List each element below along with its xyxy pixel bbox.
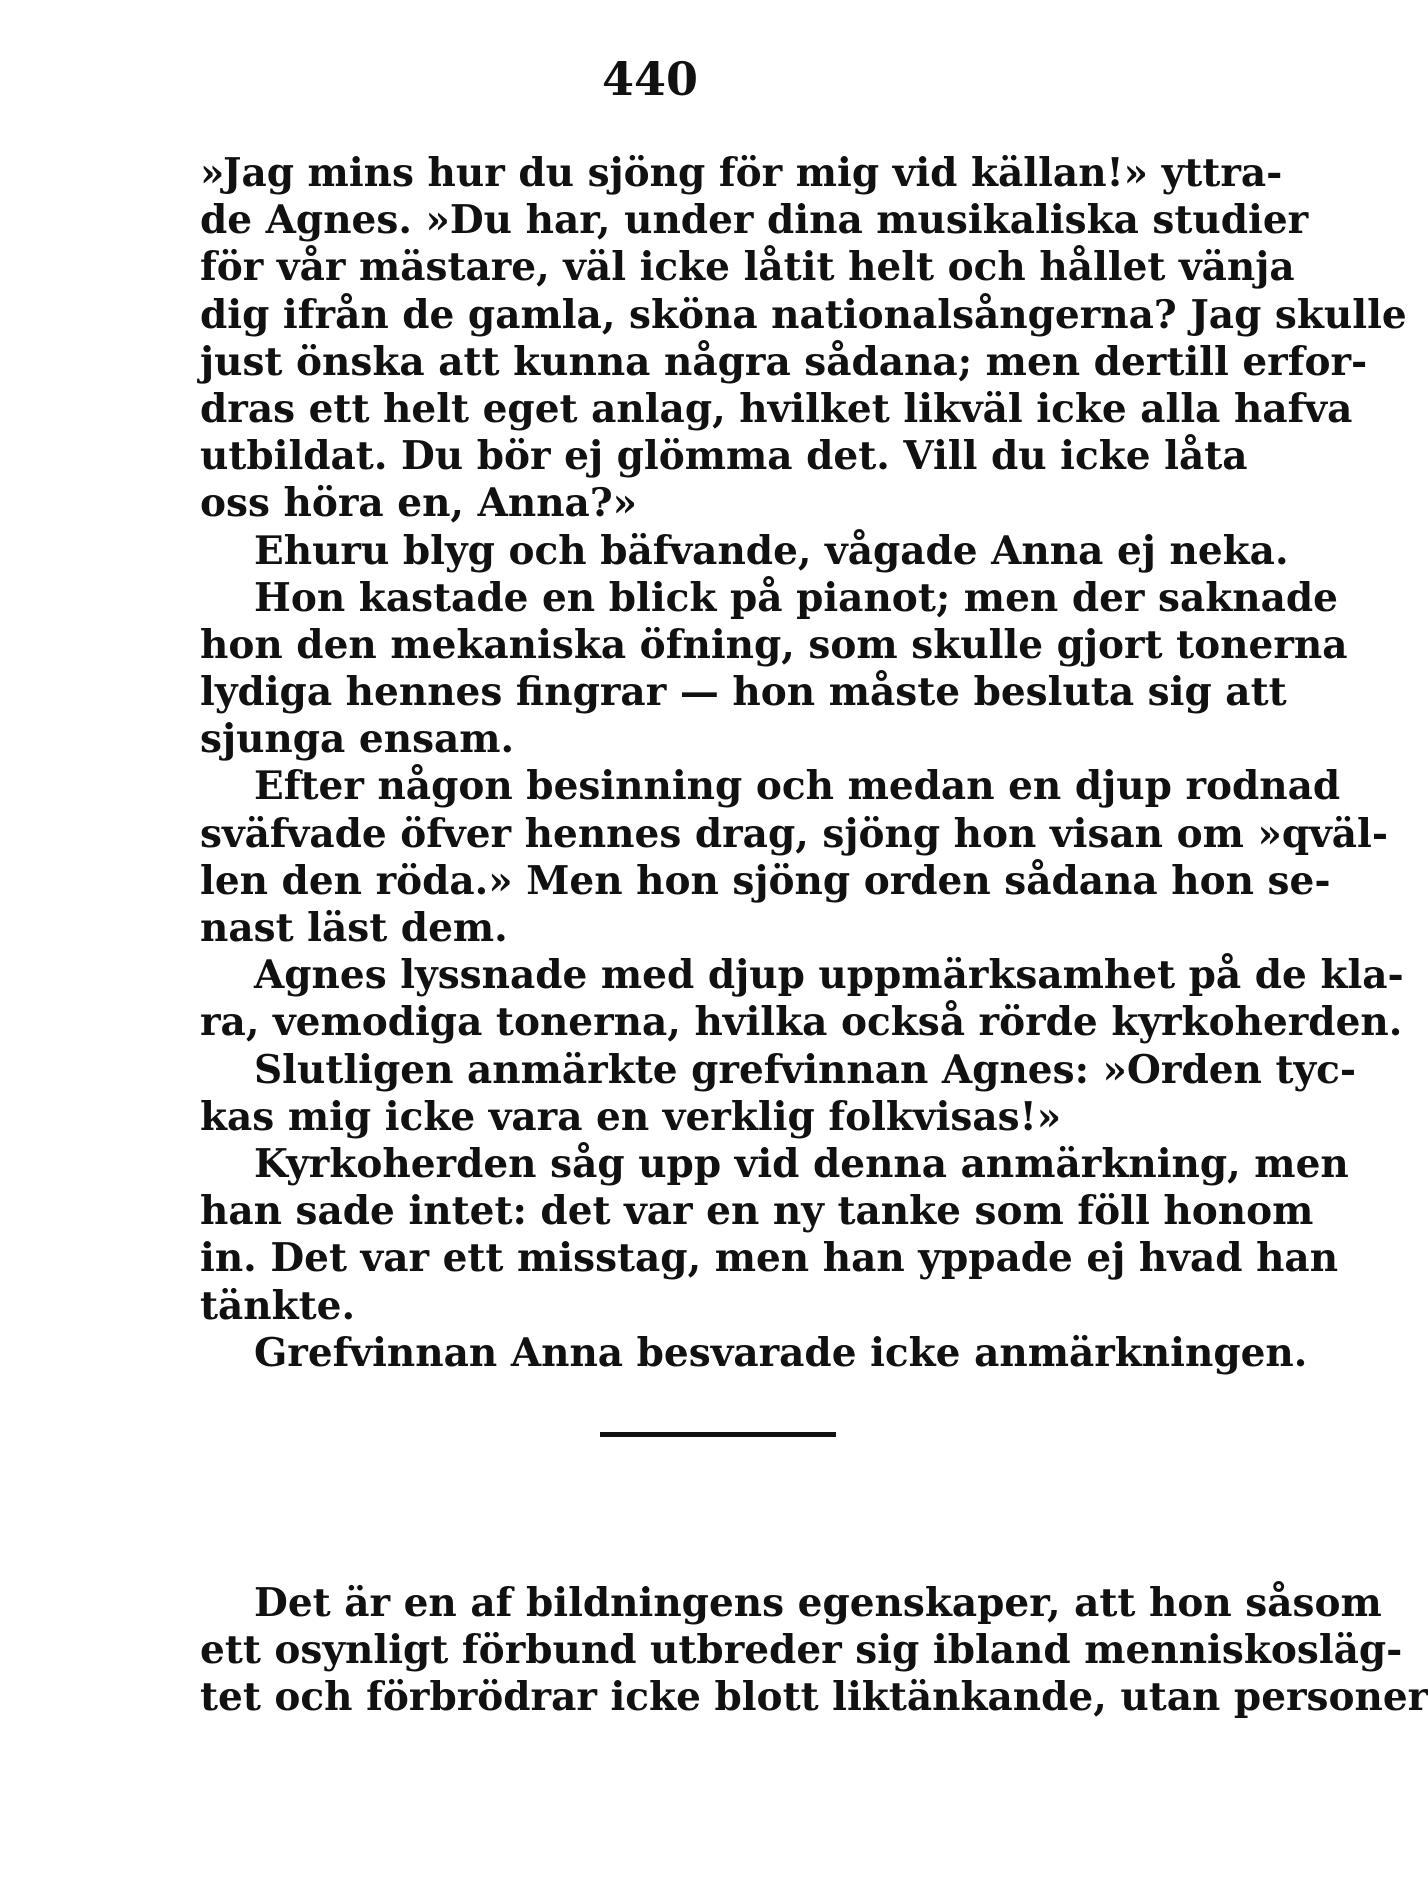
text-line: hon den mekaniska öfning, som skulle gjort tonerna xyxy=(200,621,1348,668)
page-number: 440 xyxy=(601,52,699,106)
text-line: Hon kastade en blick på pianot; men der saknade xyxy=(254,574,1338,621)
text-line: ra, vemodiga tonerna, hvilka också rörde kyrkoherden. xyxy=(200,999,1403,1046)
section-separator xyxy=(600,1432,836,1437)
text-line: len den röda.» Men hon sjöng orden sådana hon se- xyxy=(200,857,1331,904)
text-line: Grefvinnan Anna besvarade icke anmärkningen. xyxy=(254,1329,1308,1376)
text-line: ett osynligt förbund utbreder sig ibland menniskosläg- xyxy=(200,1627,1403,1674)
text-line: lydiga hennes fingrar — hon måste besluta sig att xyxy=(200,669,1287,716)
text-line: Efter någon besinning och medan en djup rodnad xyxy=(254,763,1341,810)
text-line: Ehuru blyg och bäfvande, vågade Anna ej neka. xyxy=(254,527,1289,574)
text-line: för vår mästare, väl icke låtit helt och hållet vänja xyxy=(200,244,1295,291)
text-line: Kyrkoherden såg upp vid denna anmärkning, men xyxy=(254,1140,1349,1187)
text-line: utbildat. Du bör ej glömma det. Vill du icke låta xyxy=(200,433,1248,480)
text-line: dig ifrån de gamla, sköna nationalsångerna? Jag skulle xyxy=(200,291,1407,338)
text-line: Slutligen anmärkte grefvinnan Agnes: »Orden tyc- xyxy=(254,1046,1357,1093)
text-line: han sade intet: det var en ny tanke som föll honom xyxy=(200,1188,1314,1235)
text-line: »Jag mins hur du sjöng för mig vid källan!» yttra- xyxy=(200,150,1283,196)
text-line: just önska att kunna några sådana; men dertill erfor- xyxy=(200,338,1368,385)
text-line: dras ett helt eget anlag, hvilket likväl icke alla hafva xyxy=(200,385,1353,432)
text-line: sjunga ensam. xyxy=(200,716,515,763)
text-line: oss höra en, Anna?» xyxy=(200,480,638,527)
text-line: tet och förbrödrar icke blott liktänkande, utan personer xyxy=(200,1674,1428,1721)
second-section-text xyxy=(200,1580,1428,1722)
text-line: in. Det var ett misstag, men han yppade ej hvad han xyxy=(200,1235,1339,1282)
text-line: Det är en af bildningens egenskaper, att hon såsom xyxy=(254,1580,1382,1626)
text-line: kas mig icke vara en verklig folkvisas!» xyxy=(200,1093,1062,1140)
text-line: tänkte. xyxy=(200,1282,356,1329)
text-line: sväfvade öfver hennes drag, sjöng hon visan om »qväl- xyxy=(200,810,1389,857)
text-line: de Agnes. »Du har, under dina musikaliska studier xyxy=(200,197,1309,244)
text-line: Agnes lyssnade med djup uppmärksamhet på de kla- xyxy=(254,952,1404,999)
text-line: nast läst dem. xyxy=(200,905,508,951)
main-text xyxy=(200,150,1407,1377)
